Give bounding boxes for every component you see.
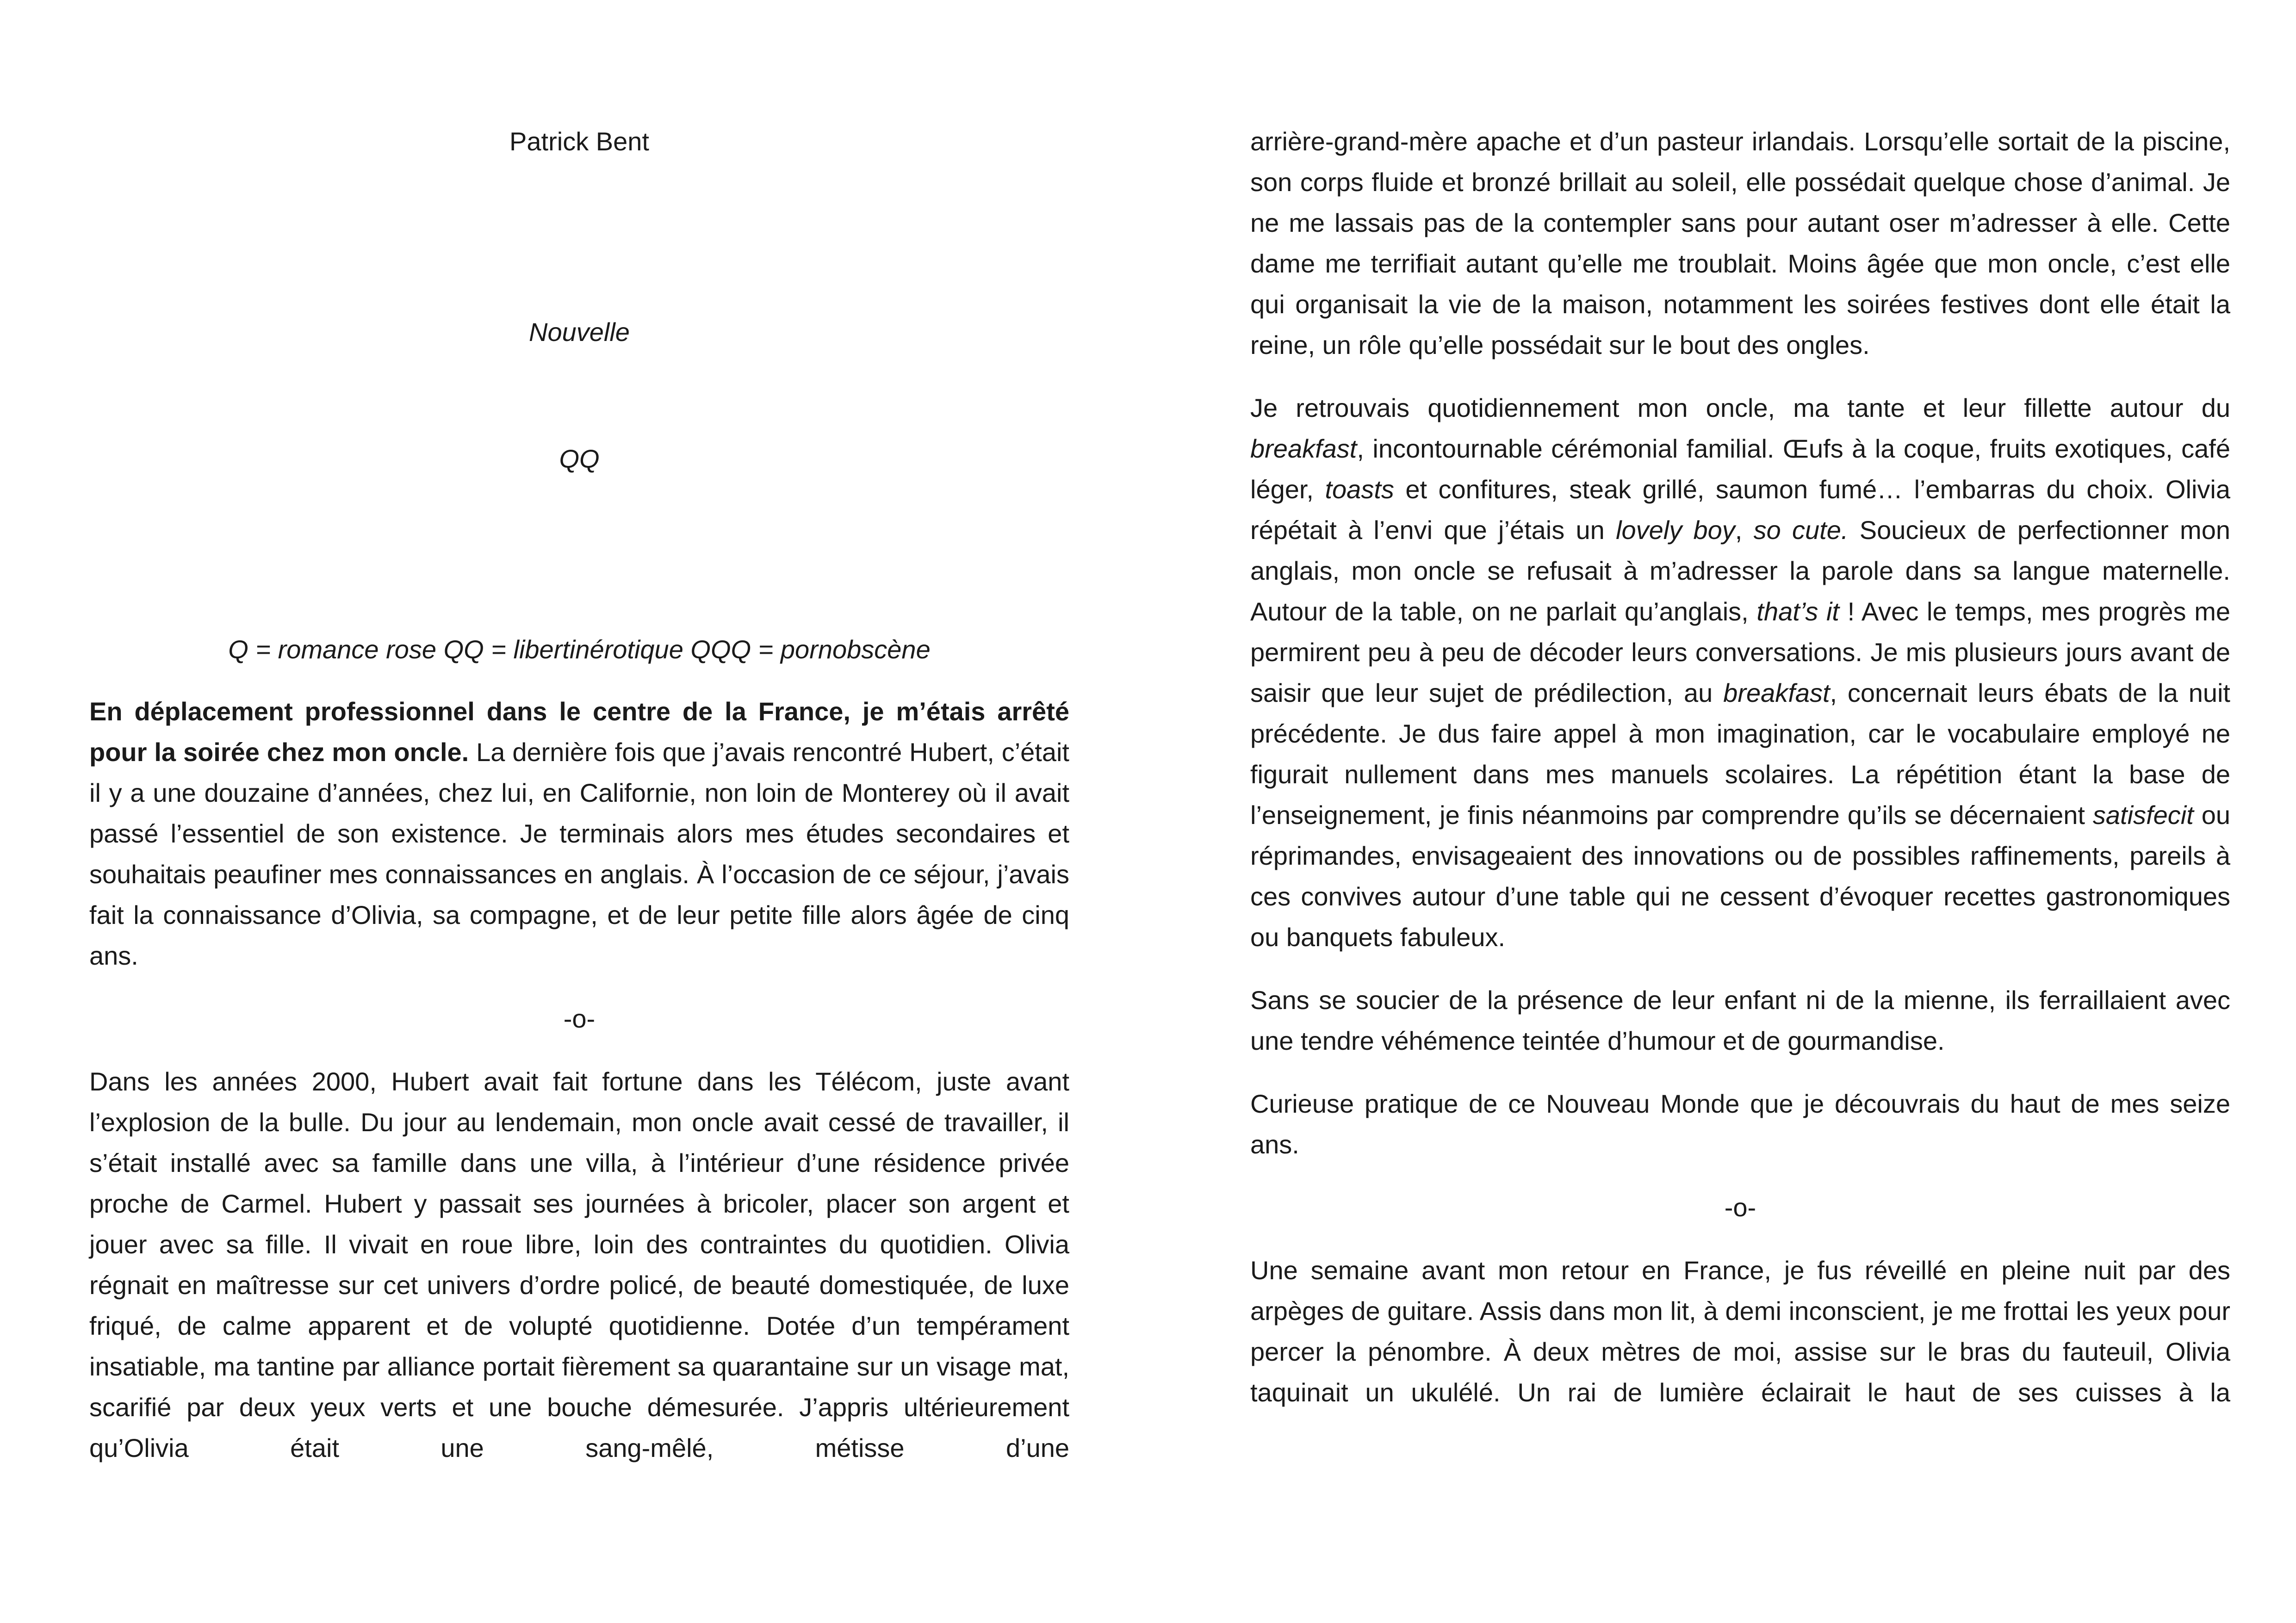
italic-text: lovely boy bbox=[1616, 515, 1735, 545]
rating-label: QQ bbox=[559, 444, 600, 473]
body-paragraph: Curieuse pratique de ce Nouveau Monde que je découvrais du haut de mes seize ans. bbox=[1250, 1089, 2230, 1159]
left-column bbox=[89, 121, 1069, 1468]
italic-text: toasts bbox=[1325, 475, 1394, 504]
text-run: Soucieux de perfectionner mon anglais, mon oncle se refusait à m’adresser la parole dans sa langue maternelle. Autour de la table, on ne parlait qu’anglais, bbox=[1250, 515, 2230, 626]
text-run: Je retrouvais quotidiennement mon oncle, ma tante et leur fillette autour du bbox=[1250, 393, 2230, 422]
text-run: ou réprimandes, envisageaient des innovations ou de possibles raffinements, pareils à ces convives autour d’une table qui ne cessent d’évoquer recettes gastronomiques ou banquets fabuleux. bbox=[1250, 800, 2230, 952]
body-paragraph bbox=[1250, 388, 2230, 958]
body-paragraph: Dans les années 2000, Hubert avait fait fortune dans les Télécom, juste avant l’explosion de la bulle. Du jour au lendemain, mon oncle avait cessé de travailler, il s’était installé avec sa famille dans une villa, à l’intérieur d’une résidence privée proche de Carmel. Hubert y passait ses journées à bricoler, placer son argent et jouer avec sa fille. Il vivait en roue libre, loin des contraintes du quotidien. Olivia régnait en maîtresse sur cet univers d’ordre policé, de beauté domestiquée, de luxe friqué, de calme apparent et de volupté quotidienne. Dotée d’un tempérament insatiable, ma tantine par alliance portait fièrement sa quarantaine sur un visage mat, scarifié par deux yeux verts et une bouche démesurée. J’appris ultérieurement qu’Olivia était une sang-mêlé, métisse d’une bbox=[89, 1067, 1069, 1462]
italic-text: breakfast bbox=[1723, 678, 1830, 707]
rating-key: Q = romance rose QQ = libertinérotique QQQ = pornobscène bbox=[228, 635, 931, 664]
intro-bold-sentence: En déplacement professionnel dans le centre de la France, je m’étais arrêté pour la soirée chez mon oncle. bbox=[89, 697, 1069, 767]
genre-label: Nouvelle bbox=[529, 317, 630, 347]
italic-text: that’s it bbox=[1756, 597, 1839, 626]
text-run: , bbox=[1735, 515, 1754, 545]
section-separator: -o- bbox=[1724, 1193, 1756, 1222]
italic-text: so cute. bbox=[1753, 515, 1849, 545]
italic-text: breakfast bbox=[1250, 434, 1357, 463]
intro-text: La dernière fois que j’avais rencontré Hubert, c’était il y a une douzaine d’années, chez lui, en Californie, non loin de Monterey où il avait passé l’essentiel de son existence. Je terminais alors mes études secondaires et souhaitais peaufiner mes connaissances en anglais. À l’occasion de ce séjour, j’avais fait la connaissance d’Olivia, sa compagne, et de leur petite fille alors âgée de cinq ans. bbox=[89, 737, 1069, 970]
italic-text: satisfecit bbox=[2092, 800, 2194, 830]
text-run: et confitures, steak grillé, saumon fumé… l’embarras du choix. Olivia répétait à l’envi que j’étais un bbox=[1250, 475, 2230, 545]
intro-paragraph bbox=[89, 691, 1069, 976]
text-run: ! Avec le temps, mes progrès me permirent peu à peu de décoder leurs conversations. Je mis plusieurs jours avant de saisir que leur sujet de prédilection, au bbox=[1250, 597, 2230, 707]
section-separator: -o- bbox=[563, 1004, 596, 1033]
author-name: Patrick Bent bbox=[509, 127, 649, 156]
text-run: , incontournable cérémonial familial. Œufs à la coque, fruits exotiques, café léger, bbox=[1250, 434, 2230, 504]
body-paragraph: arrière-grand-mère apache et d’un pasteur irlandais. Lorsqu’elle sortait de la piscine, son corps fluide et bronzé brillait au soleil, elle possédait quelque chose d’animal. Je ne me lassais pas de la contempler sans pour autant oser m’adresser à elle. Cette dame me terrifiait autant qu’elle me troublait. Moins âgée que mon oncle, c’est elle qui organisait la vie de la maison, notamment les soirées festives dont elle était la reine, un rôle qu’elle possédait sur le bout des ongles. bbox=[1250, 127, 2230, 359]
body-paragraph: Une semaine avant mon retour en France, je fus réveillé en pleine nuit par des arpèges de guitare. Assis dans mon lit, à demi inconscient, je me frottai les yeux pour percer la pénombre. À deux mètres de moi, assise sur le bras du fauteuil, Olivia taquinait un ukulélé. Un rai de lumière éclairait le haut de ses cuisses à la bbox=[1250, 1256, 2230, 1407]
body-paragraph: Sans se soucier de la présence de leur enfant ni de la mienne, ils ferraillaient avec une tendre véhémence teintée d’humour et de gourmandise. bbox=[1250, 985, 2230, 1055]
text-run: , concernait leurs ébats de la nuit précédente. Je dus faire appel à mon imagination, car le vocabulaire employé ne figurait nullement dans mes manuels scolaires. La répétition étant la base de l’enseignement, je finis néanmoins par comprendre qu’ils se décernaient bbox=[1250, 678, 2230, 830]
right-column bbox=[1250, 121, 2230, 1413]
